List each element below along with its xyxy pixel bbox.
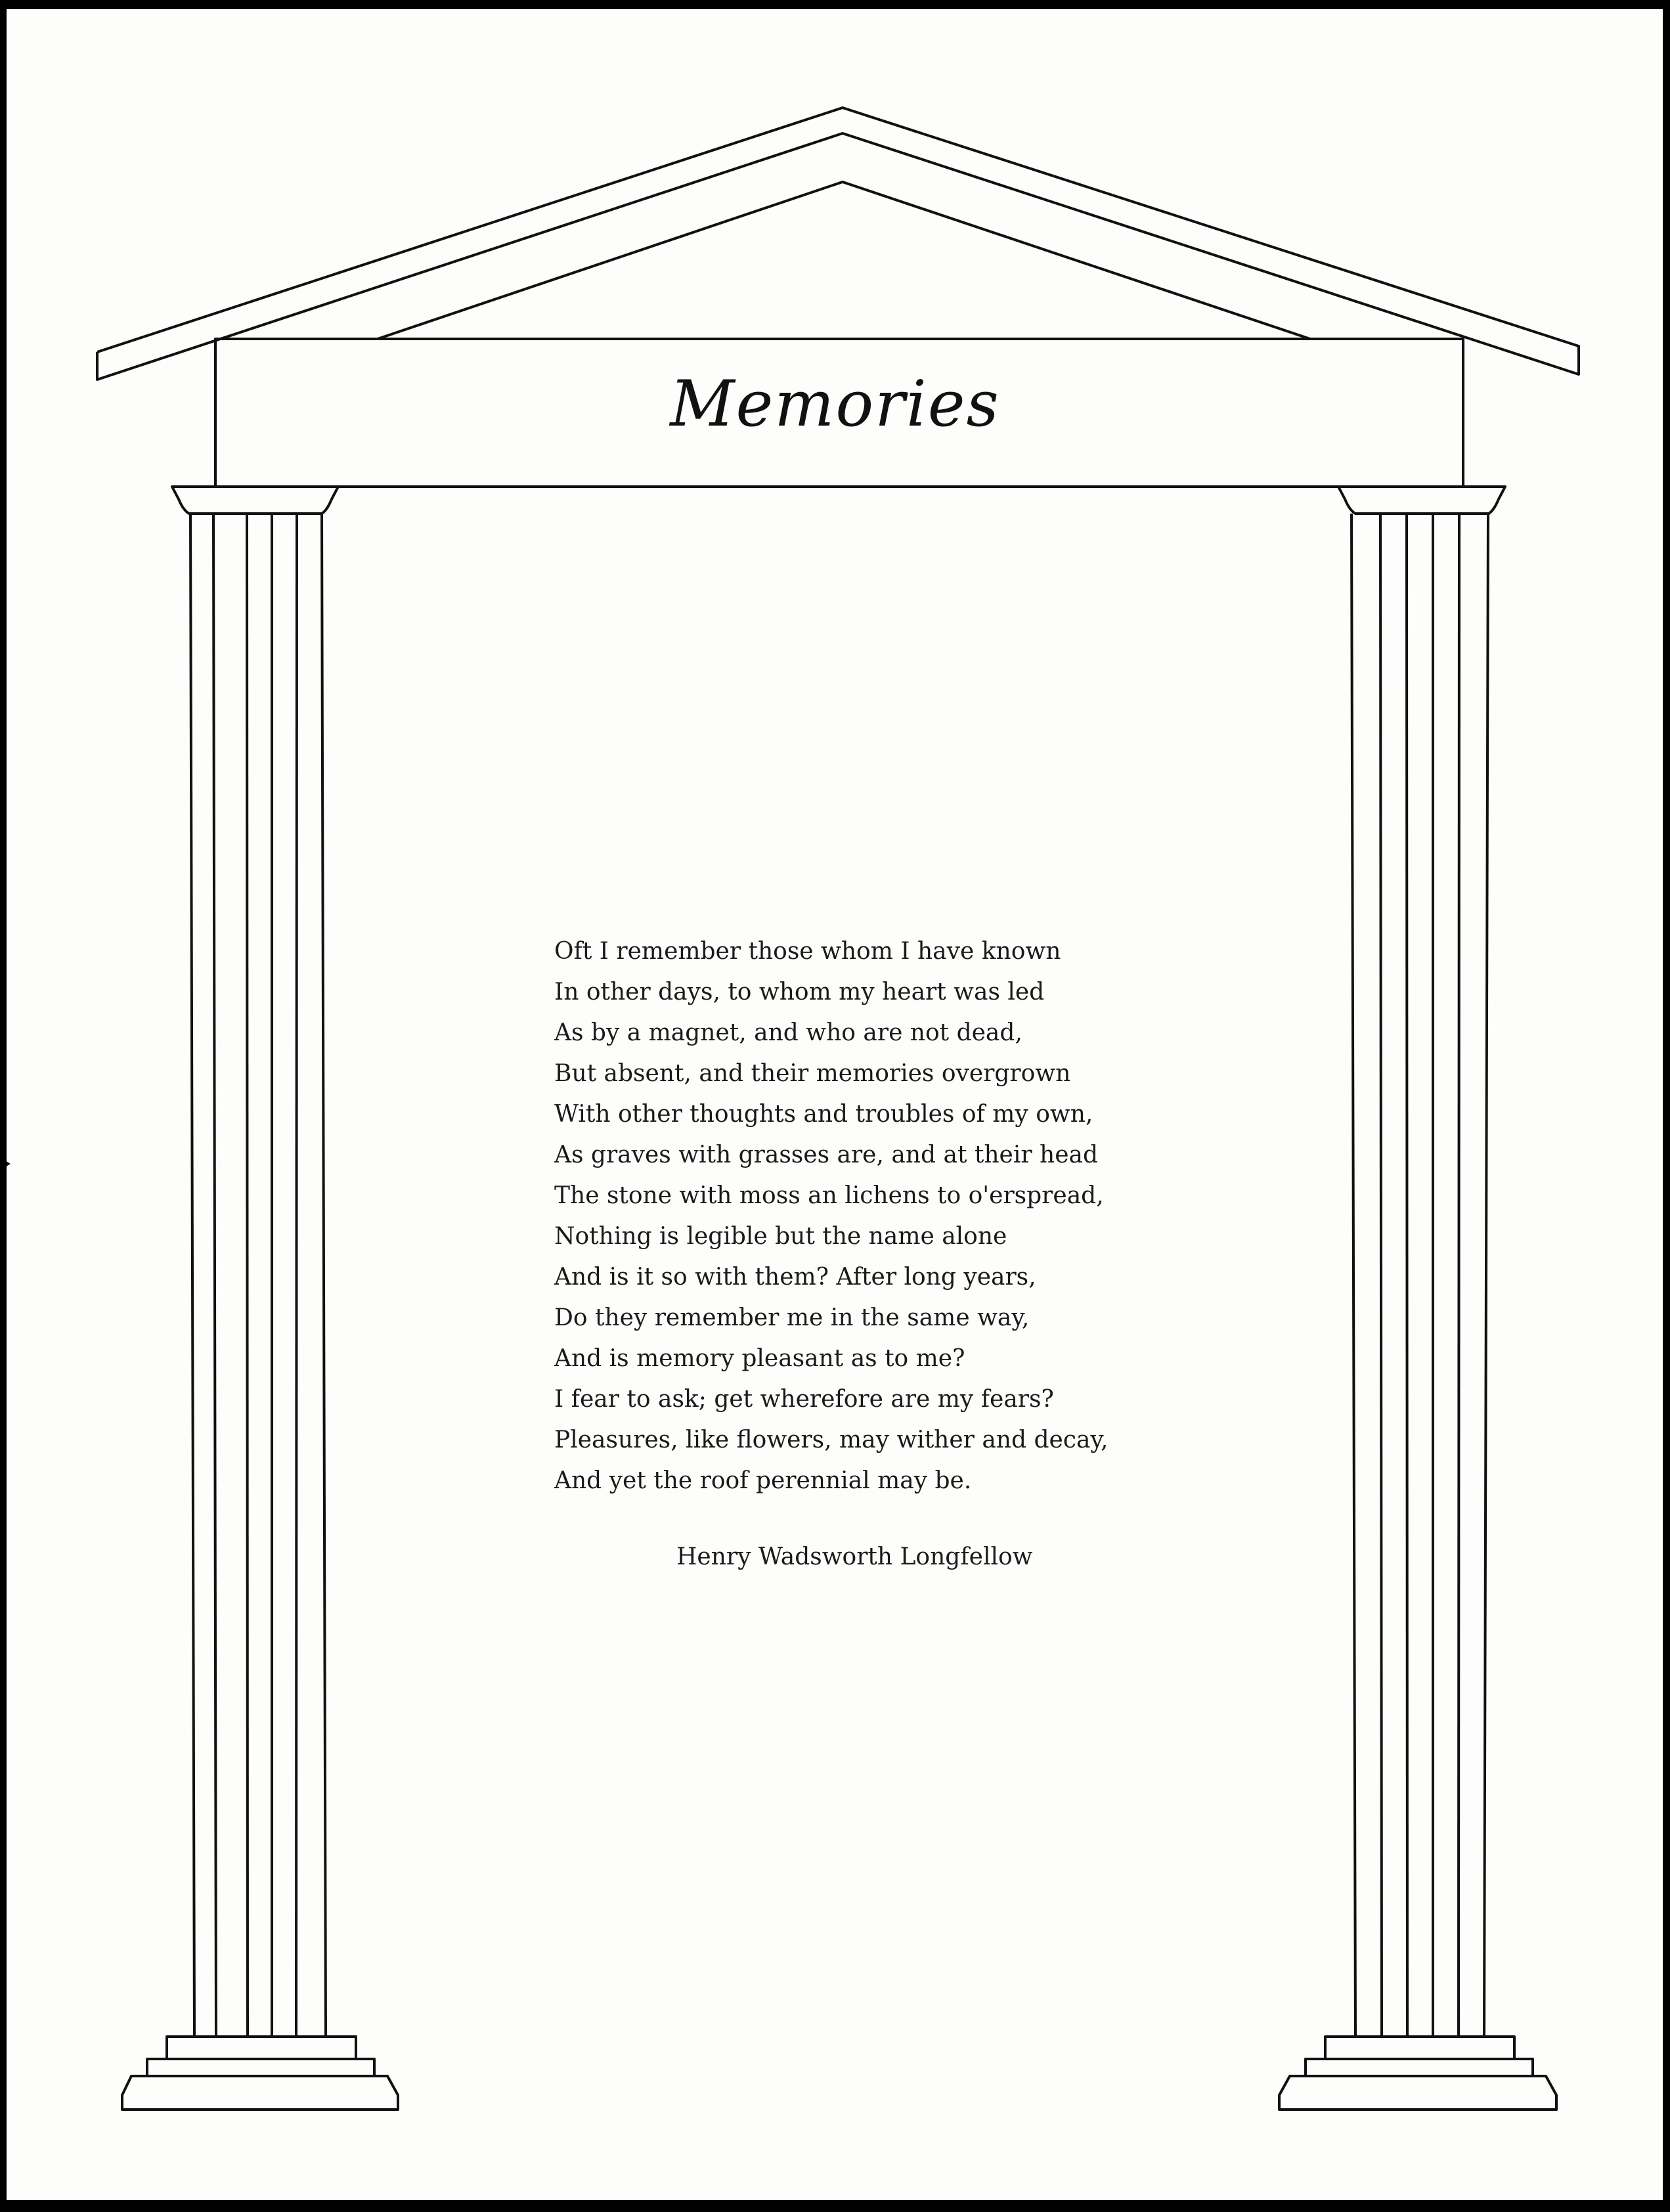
poem-line: As by a magnet, and who are not dead,: [554, 1019, 1022, 1046]
poem-line: The stone with moss an lichens to o'erspread,: [554, 1182, 1104, 1209]
poem-line: And is memory pleasant as to me?: [554, 1345, 965, 1372]
poem-line: Pleasures, like flowers, may wither and decay,: [554, 1427, 1109, 1453]
poem-line: As graves with grasses are, and at their head: [554, 1141, 1098, 1168]
poem-line: In other days, to whom my heart was led: [554, 979, 1045, 1006]
poem-line: And is it so with them? After long years,: [554, 1264, 1036, 1291]
poem-line: Oft I remember those whom I have known: [554, 938, 1061, 965]
poem-line: I fear to ask; get wherefore are my fears?: [554, 1386, 1054, 1413]
poem-text: [554, 931, 1211, 1501]
poem-line: Nothing is legible but the name alone: [554, 1223, 1007, 1250]
poem-line: With other thoughts and troubles of my own,: [554, 1101, 1093, 1128]
poem-author: Henry Wadsworth Longfellow: [676, 1543, 1033, 1570]
page-title: Memories: [670, 367, 1000, 441]
poem-line: But absent, and their memories overgrown: [554, 1060, 1071, 1087]
right-column: [1279, 487, 1556, 2110]
left-column: [122, 487, 398, 2110]
document-page: [7, 9, 1663, 2200]
poem-line: And yet the roof perennial may be.: [554, 1467, 972, 1494]
poem-line: Do they remember me in the same way,: [554, 1304, 1030, 1331]
page-edge-marker: [7, 1157, 11, 1170]
